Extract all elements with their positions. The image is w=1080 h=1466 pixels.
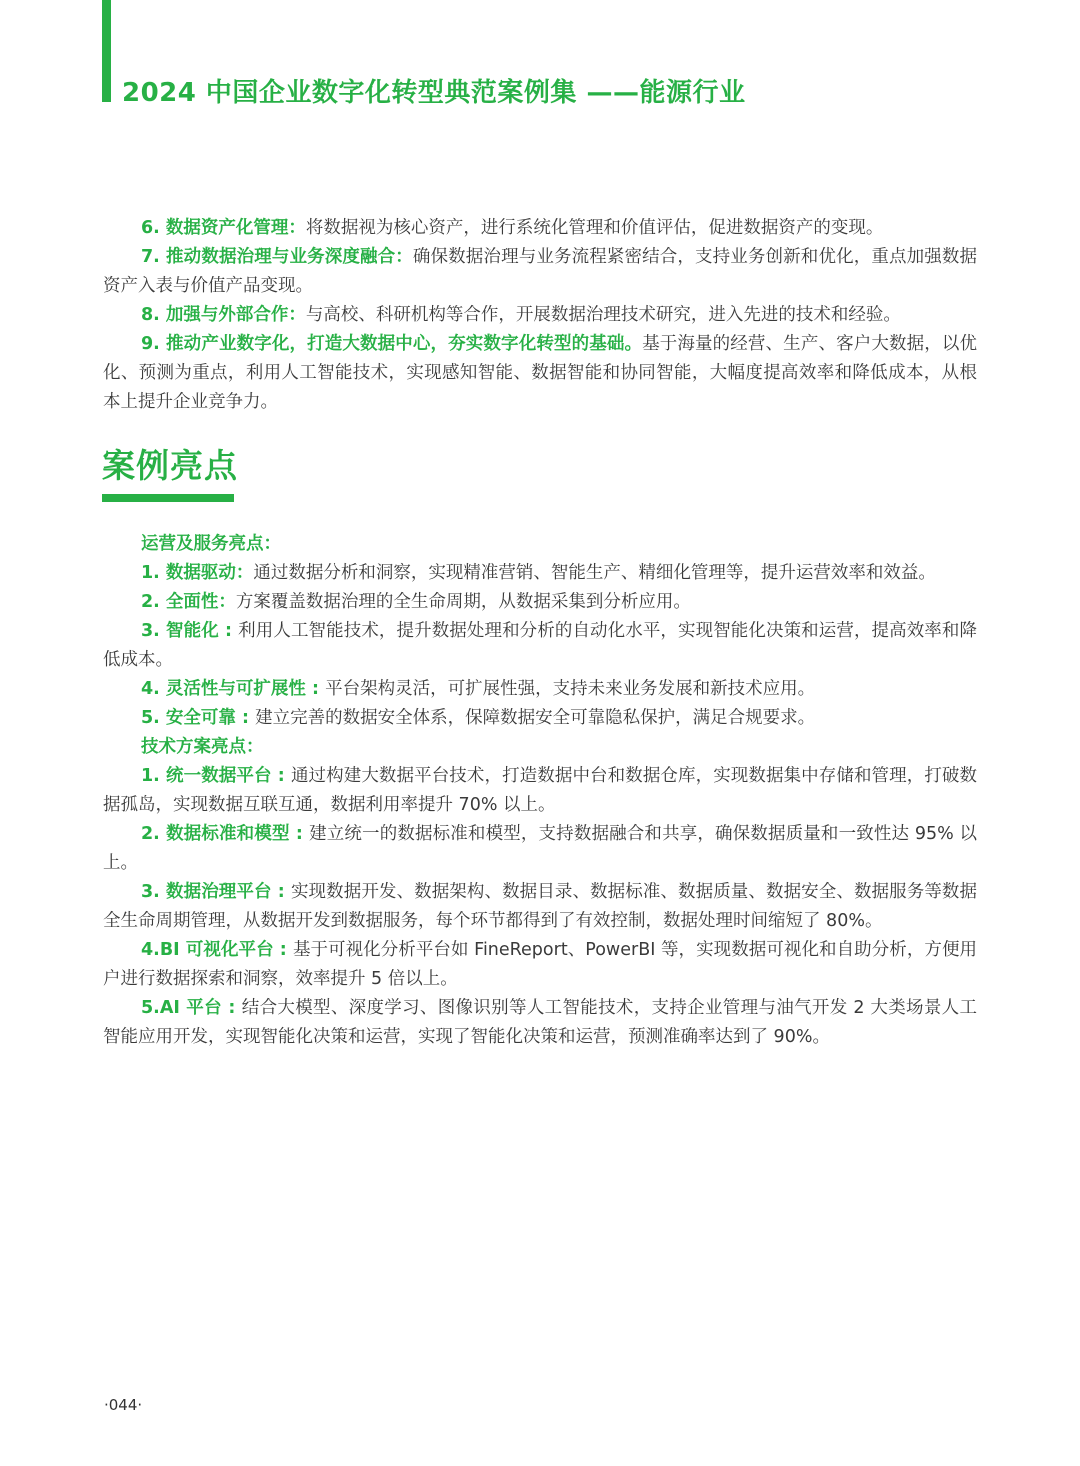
- list-item: [103, 559, 977, 588]
- item-text: 建立统一的数据标准和模型，支持数据融合和共享，确保数据质量和一致性达 95% 以上。: [103, 824, 977, 873]
- item-text: 基于可视化分析平台如 FineReport、PowerBI 等，实现数据可视化和自助分析，方便用户进行数据探索和洞察，效率提升 5 倍以上。: [103, 940, 978, 989]
- tech-subheading: 技术方案亮点：: [141, 737, 264, 757]
- item-label: 5.AI 平台 :: [141, 998, 242, 1018]
- item-text: 结合大模型、深度学习、图像识别等人工智能技术，支持企业管理与油气开发 2 大类场景人工智能应用开发，实现智能化决策和运营，实现了智能化决策和运营，预测准确率达到了 90%。: [103, 998, 977, 1047]
- list-item: [103, 762, 977, 820]
- intro-item: [103, 330, 977, 417]
- item-text: 利用人工智能技术，提升数据处理和分析的自动化水平，实现智能化决策和运营，提高效率和降低成本。: [103, 621, 977, 670]
- list-item: [103, 994, 977, 1052]
- item-label: 2. 全面性：: [141, 592, 236, 612]
- item-label: 1. 统一数据平台 :: [141, 766, 291, 786]
- page-number: ·044·: [104, 1396, 143, 1414]
- item-text: 通过构建大数据平台技术，打造数据中台和数据仓库，实现数据集中存储和管理，打破数据孤岛，实现数据互联互通，数据利用率提升 70% 以上。: [103, 766, 978, 815]
- item-text: 将数据视为核心资产，进行系统化管理和价值评估，促进数据资产的变现。: [305, 218, 884, 238]
- list-item: [103, 675, 977, 704]
- page-header-title: 2024 中国企业数字化转型典范案例集 ——能源行业: [122, 78, 746, 108]
- list-item: [103, 704, 977, 733]
- item-label: 5. 安全可靠 :: [141, 708, 256, 728]
- item-text: 平台架构灵活，可扩展性强，支持未来业务发展和新技术应用。: [325, 679, 816, 699]
- item-text: 实现数据开发、数据架构、数据目录、数据标准、数据质量、数据安全、数据服务等数据全生命周期管理，从数据开发到数据服务，每个环节都得到了有效控制，数据处理时间缩短了 80%。: [103, 882, 978, 931]
- item-label: 3. 数据治理平台 :: [141, 882, 291, 902]
- list-item: [103, 878, 977, 936]
- item-text: 与高校、科研机构等合作，开展数据治理技术研究，进入先进的技术和经验。: [305, 305, 901, 325]
- item-label: 9. 推动产业数字化，打造大数据中心，夯实数字化转型的基础。: [141, 334, 643, 354]
- item-label: 1. 数据驱动：: [141, 563, 254, 583]
- item-label: 4.BI 可视化平台 :: [141, 940, 293, 960]
- list-item: [103, 588, 977, 617]
- item-label: 4. 灵活性与可扩展性 :: [141, 679, 326, 699]
- intro-item: [103, 214, 977, 243]
- section-heading: 案例亮点: [102, 446, 238, 485]
- item-label: 3. 智能化 :: [141, 621, 239, 641]
- item-text: 基于海量的经营、生产、客户大数据，以优化、预测为重点，利用人工智能技术，实现感知智能、数据智能和协同智能，大幅度提高效率和降低成本，从根本上提升企业竞争力。: [103, 334, 978, 412]
- item-label: 6. 数据资产化管理：: [141, 218, 306, 238]
- item-text: 方案覆盖数据治理的全生命周期，从数据采集到分析应用。: [235, 592, 691, 612]
- item-text: 通过数据分析和洞察，实现精准营销、智能生产、精细化管理等，提升运营效率和效益。: [253, 563, 936, 583]
- list-item: [103, 936, 977, 994]
- list-item: [103, 617, 977, 675]
- ops-subheading: 运营及服务亮点：: [141, 534, 281, 554]
- item-label: 7. 推动数据治理与业务深度融合：: [141, 247, 413, 267]
- item-text: 确保数据治理与业务流程紧密结合，支持业务创新和优化，重点加强数据资产入表与价值产品变现。: [103, 247, 978, 296]
- list-item: [103, 820, 977, 878]
- intro-item: [103, 243, 977, 301]
- item-label: 8. 加强与外部合作：: [141, 305, 306, 325]
- item-text: 建立完善的数据安全体系，保障数据安全可靠隐私保护，满足合规要求。: [255, 708, 816, 728]
- intro-list: [103, 214, 977, 417]
- highlights-list: [103, 530, 977, 1052]
- section-underline: [102, 494, 234, 502]
- intro-item: [103, 301, 977, 330]
- item-label: 2. 数据标准和模型 :: [141, 824, 310, 844]
- header-accent-bar: [102, 0, 111, 102]
